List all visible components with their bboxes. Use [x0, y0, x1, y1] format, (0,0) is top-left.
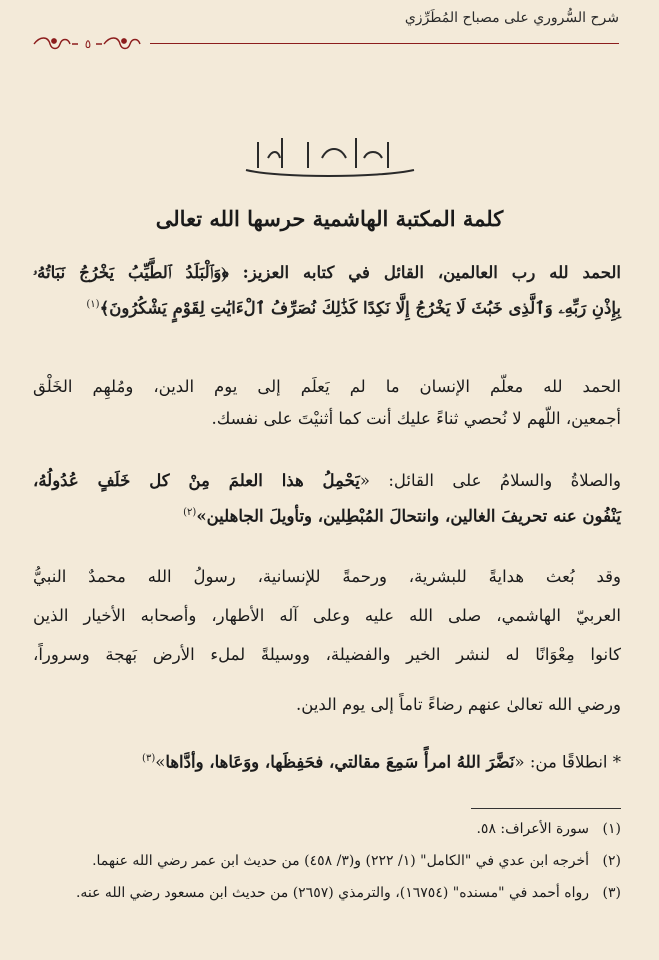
footnote-text: أخرجه ابن عدي في "الكامل" (١/ ٢٢٢) و(٣/ ٤٥٨) من حديث ابن عمر رضي الله عنهما.: [92, 853, 589, 869]
running-head: شرح السُّروري على مصباح المُطَرِّزي: [404, 10, 619, 26]
paragraph-4-line-3: [33, 640, 621, 670]
footnote-1: [31, 818, 621, 840]
paragraph-text: ورضي الله تعالىٰ عنهم رضاءً تاماً إلى يوم الدين.: [296, 695, 621, 714]
hadith-text: يَحْمِلُ هذا العلمَ مِنْ كل خَلَفٍ عُدُولُهُ،: [33, 471, 360, 490]
paragraph-4-line-1: [33, 562, 621, 592]
footnote-ref-3: (٣): [142, 753, 156, 764]
footnote-number: (٣): [602, 885, 621, 901]
quote-close: »: [155, 752, 166, 772]
header-line: [150, 43, 619, 44]
paragraph-3-line-2: [33, 498, 621, 532]
paragraph-3-line-1: [33, 466, 621, 496]
footnote-ref-2: (٢): [183, 507, 197, 518]
page-number: ٥: [80, 34, 96, 54]
paragraph-text: وقد بُعث هدايةً للبشرية، ورحمةً للإنسانية، رسولُ الله محمدٌ النبيُّ: [33, 567, 621, 586]
paragraph-4-line-2: [33, 601, 621, 631]
paragraph-text: كانوا مِعْوَانًا له لنشر الخير والفضيلة، ووسيلةً لملء الأرض بَهجة وسروراً،: [33, 645, 621, 664]
header-rule: [32, 34, 619, 54]
footnote-number: (٢): [602, 853, 621, 869]
paragraph-2-line-1: [33, 372, 621, 402]
footnote-3: [31, 882, 621, 904]
paragraph-1-line-2: [33, 290, 621, 324]
footnote-divider: [471, 808, 621, 809]
footnote-number: (١): [602, 821, 621, 837]
paragraph-text: والصلاةُ والسلامُ على القائل: «: [359, 471, 621, 490]
paragraph-text: العربيّ الهاشمي، صلى الله عليه وعلى آله الأطهار، وأصحابه الأخيار الذين: [33, 606, 621, 625]
paragraph-1-line-1: [33, 258, 621, 288]
paragraph-text: أجمعين، اللّهم لا نُحصي ثناءً عليك أنت كما أثنيْتَ على نفسك.: [211, 409, 621, 428]
page-title: كلمة المكتبة الهاشمية حرسها الله تعالى: [155, 206, 504, 231]
hadith-text: يَنْفُون عنه تحريفَ الغالين، وانتحالَ المُبْطِلين، وتأويلَ الجاهلين»: [196, 506, 621, 526]
footnote-ref-1: (١): [86, 299, 100, 310]
hadith-text: نَضَّرَ اللهُ امرأً سَمِعَ مقالتي، فحَفِظَها، ووَعَاها، وأدَّاها: [165, 752, 515, 772]
quran-verse-text: الحمد لله رب العالمين، القائل في كتابه العزيز: ﴿وَٱلْبَلَدُ ٱلطَّيِّبُ يَخْرُجُ نَبَاتُهُۥ: [33, 263, 621, 282]
footnote-2: [31, 850, 621, 872]
paragraph-text: * انطلاقًا من: «: [514, 752, 621, 772]
footnote-text: رواه أحمد في "مسنده" (١٦٧٥٤)، والترمذي (٢٦٥٧) من حديث ابن مسعود رضي الله عنه.: [75, 885, 589, 901]
footnote-text: سورة الأعراف: ٥٨.: [476, 821, 589, 837]
quran-verse-text: بِإِذْنِ رَبِّهِۦ وَٱلَّذِى خَبُثَ لَا يَخْرُجُ إِلَّا نَكِدًا كَذَٰلِكَ نُصَرِّفُ ٱلْءَايَٰتِ لِقَوْمٍ يَشْكُرُونَ﴾: [99, 298, 621, 318]
paragraph-2-line-2: [33, 404, 621, 434]
paragraph-4-line-4: [33, 690, 621, 720]
paragraph-5-line-1: [33, 744, 621, 778]
paragraph-text: الحمد لله معلّم الإنسان ما لم يَعلَم إلى يوم الدين، ومُلهِم الخَلْق: [33, 377, 621, 396]
